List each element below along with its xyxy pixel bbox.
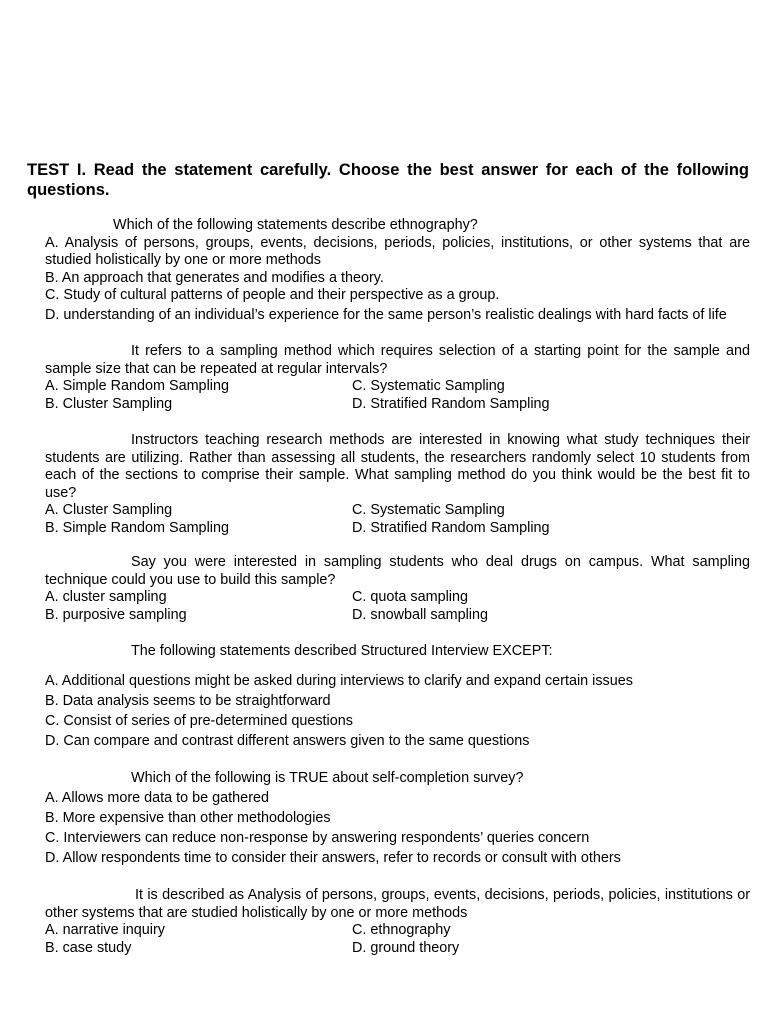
option-a: A. cluster sampling (45, 589, 167, 605)
option-a: A. Analysis of persons, groups, events, decisions, periods, policies, institutions, or other systems that are studied holistically by one or more methods (45, 234, 750, 268)
option-b: B. purposive sampling (45, 606, 187, 623)
question-stem: Which of the following is TRUE about self-completion survey? (131, 770, 524, 786)
option-d: D. Stratified Random Sampling (352, 395, 550, 412)
option-b: B. case study (45, 939, 132, 956)
question-stem: The following statements described Structured Interview EXCEPT: (131, 643, 553, 659)
option-b: B. More expensive than other methodologies (45, 810, 331, 826)
option-d: D. snowball sampling (352, 606, 488, 623)
option-c: C. Systematic Sampling (352, 378, 505, 394)
question-2 (45, 343, 750, 413)
option-a: A. Additional questions might be asked during interviews to clarify and expand certain issues (45, 672, 633, 689)
option-c: C. Consist of series of pre-determined questions (45, 712, 353, 729)
question-stem: Instructors teaching research methods are interested in knowing what study techniques their students are utilizing. Rather than assessing all students, the researchers randomly select 10 students from each of the sections to comprise their sample. What sampling method do you think would be the best fit to use? (45, 432, 750, 501)
question-3 (45, 432, 750, 537)
question-stem: Say you were interested in sampling students who deal drugs on campus. What sampling technique could you use to build this sample? (45, 554, 750, 588)
option-d: D. ground theory (352, 939, 460, 956)
option-c: C. Systematic Sampling (352, 502, 505, 518)
question-1 (45, 217, 750, 324)
option-d: D. Can compare and contrast different answers given to the same questions (45, 732, 530, 749)
question-stem: It is described as Analysis of persons, groups, events, decisions, periods, policies, institutions or other systems that are studied holistically by one or more methods (45, 887, 750, 921)
option-d: D. Stratified Random Sampling (352, 519, 550, 536)
question-stem: Which of the following statements describe ethnography? (113, 217, 478, 233)
option-a: A. Allows more data to be gathered (45, 790, 269, 806)
option-d: D. Allow respondents time to consider their answers, refer to records or consult with others (45, 850, 621, 866)
option-c: C. ethnography (352, 922, 451, 938)
option-b: B. Simple Random Sampling (45, 519, 229, 536)
option-c: C. Interviewers can reduce non-response by answering respondents’ queries concern (45, 830, 590, 846)
option-b: B. An approach that generates and modifies a theory. (45, 269, 384, 286)
option-c: C. quota sampling (352, 589, 468, 605)
question-stem: It refers to a sampling method which requires selection of a starting point for the sample and sample size that can be repeated at regular intervals? (45, 343, 750, 377)
option-b: B. Cluster Sampling (45, 395, 173, 412)
option-d: D. understanding of an individual’s experience for the same person’s realistic dealings with hard facts of life (45, 306, 727, 323)
question-4 (45, 554, 750, 624)
question-7 (45, 887, 750, 957)
option-a: A. Simple Random Sampling (45, 378, 229, 394)
option-b: B. Data analysis seems to be straightforward (45, 692, 331, 709)
question-5 (45, 643, 750, 751)
option-a: A. Cluster Sampling (45, 502, 173, 518)
option-c: C. Study of cultural patterns of people and their perspective as a group. (45, 287, 500, 303)
question-6 (45, 768, 750, 868)
option-a: A. narrative inquiry (45, 922, 165, 938)
test-heading: TEST I. Read the statement carefully. Choose the best answer for each of the following questions. (27, 161, 749, 199)
